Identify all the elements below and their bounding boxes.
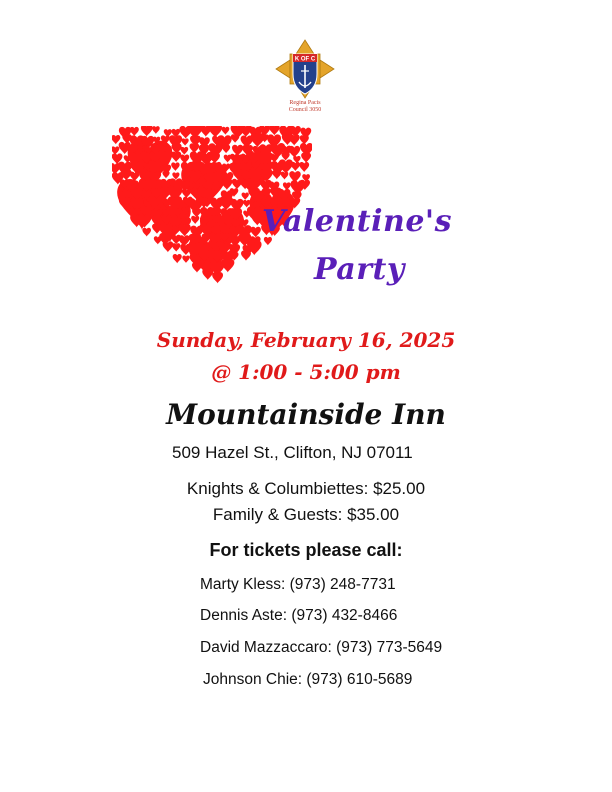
heart-cell (141, 126, 153, 137)
heart-cell (241, 251, 251, 261)
heart-cell (173, 254, 182, 263)
heart-cell (250, 227, 261, 238)
logo-caption (276, 100, 334, 114)
heart-cell (182, 255, 189, 263)
event-venue: Mountainside Inn (166, 398, 446, 431)
heart-cell (231, 134, 239, 143)
heart-cell (221, 179, 232, 190)
title-line1: Valentine's (262, 204, 452, 239)
contact-item: Marty Kless: (973) 248-7731 (200, 576, 396, 593)
heart-cell (212, 272, 223, 283)
heart-cell (282, 152, 290, 160)
heart-cell (112, 135, 120, 144)
heart-cell (180, 147, 188, 155)
logo-caption-line1: Regina Pacis (289, 100, 321, 106)
heart-cell (142, 228, 151, 237)
tickets-heading: For tickets please call: (209, 540, 403, 560)
heart-cell (299, 162, 309, 172)
price-guests: Family & Guests: $35.00 (212, 505, 400, 524)
heart-cell (202, 269, 213, 280)
heart-cell (222, 145, 230, 153)
title-line2: Party (314, 252, 405, 287)
heart-cell (130, 127, 139, 136)
logo-caption-line2: Council 3050 (288, 107, 322, 113)
heart-cell (221, 127, 229, 135)
heart-cell (289, 134, 300, 145)
contact-item: Dennis Aste: (973) 432-8466 (200, 607, 398, 624)
heart-cell (162, 171, 169, 178)
heart-cell (272, 170, 281, 179)
contact-item: David Mazzaccaro: (973) 773-5649 (200, 639, 443, 656)
heart-cell (172, 243, 180, 252)
heart-cell (163, 241, 174, 252)
event-time: @ 1:00 - 5:00 pm (211, 360, 401, 384)
heart-cell (301, 153, 311, 163)
heart-cell (138, 214, 152, 228)
heart-cell (171, 152, 181, 163)
event-address: 509 Hazel St., Clifton, NJ 07011 (172, 443, 413, 462)
heart-cell (171, 162, 179, 171)
contact-item: Johnson Chie: (973) 610-5689 (203, 671, 413, 688)
heart-cell (242, 192, 249, 200)
heart-cell (243, 200, 251, 208)
heart-cell (152, 126, 160, 134)
heart-cell (182, 138, 189, 145)
heart-cell (221, 259, 234, 273)
heart-cell (281, 172, 289, 180)
heart-cell (192, 262, 202, 272)
heart-cell (269, 126, 280, 135)
price-members: Knights & Columbiettes: $25.00 (186, 479, 426, 498)
logo-emblem-label: K OF C (294, 56, 316, 63)
heart-cell (291, 162, 300, 171)
heart-cell (178, 224, 190, 237)
event-date: Sunday, February 16, 2025 (156, 328, 456, 352)
heart-cell (191, 216, 199, 224)
